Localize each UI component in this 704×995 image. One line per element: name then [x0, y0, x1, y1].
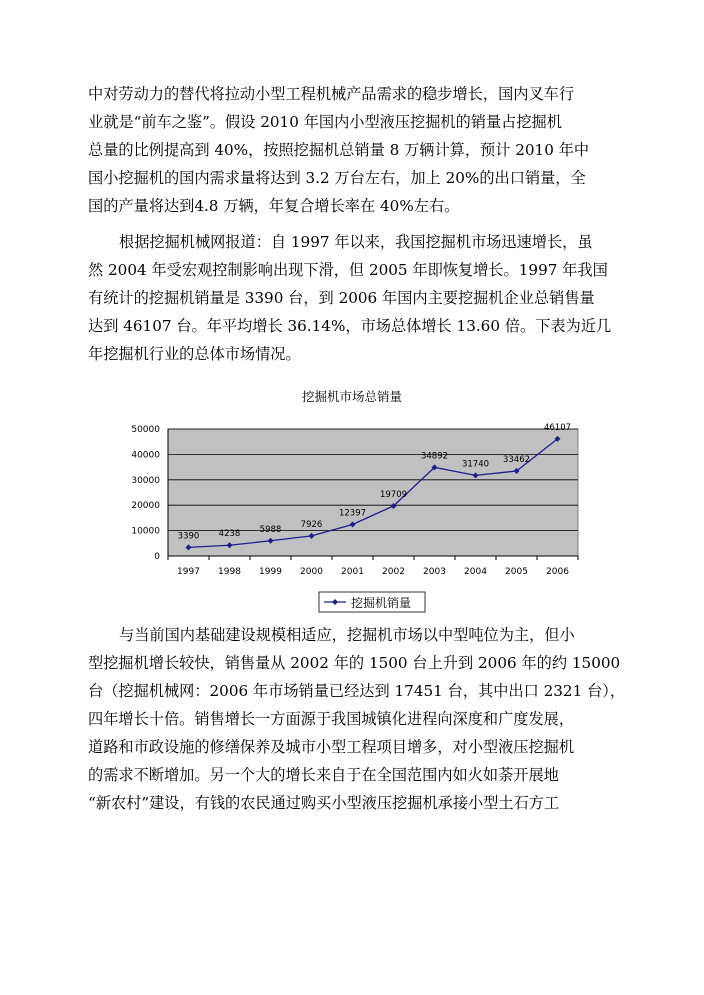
x-tick-label: 2004 — [464, 567, 487, 577]
text-line: 有统计的挖掘机销量是 3390 台，到 2006 年国内主要挖掘机企业总销售量 — [88, 289, 595, 307]
y-tick-label: 10000 — [131, 526, 160, 537]
data-label: 12397 — [338, 508, 367, 519]
y-tick-label: 30000 — [131, 475, 160, 486]
data-label: 4238 — [218, 529, 241, 540]
x-tick-label: 2003 — [423, 567, 446, 577]
legend-label: 挖掘机销量 — [351, 596, 412, 610]
text-line: 国小挖掘机的国内需求量将达到 3.2 万台左右，加上 20%的出口销量，全 — [88, 169, 586, 187]
text-line: 业就是“前车之鉴”。假设 2010 年国内小型液压挖掘机的销量占挖掘机 — [88, 113, 562, 131]
text-line: 总量的比例提高到 40%，按照挖掘机总销量 8 万辆计算，预计 2010 年中 — [88, 141, 590, 159]
chart-svg — [100, 380, 600, 620]
data-label: 33462 — [502, 455, 531, 466]
text-line: 台（挖掘机械网：2006 年市场销量已经达到 17451 台，其中出口 2321 台）， — [88, 682, 626, 700]
text-line: 国的产量将达到4.8 万辆，年复合增长率在 40%左右。 — [88, 197, 460, 215]
x-tick-label: 2002 — [382, 567, 405, 577]
paragraph-3 — [88, 621, 628, 817]
y-tick-label: 50000 — [131, 425, 160, 435]
sales-chart — [100, 380, 600, 620]
chart-title: 挖掘机市场总销量 — [301, 389, 403, 404]
paragraph-2 — [88, 228, 628, 368]
paragraph-1 — [88, 80, 628, 220]
x-tick-label: 2001 — [341, 567, 364, 577]
x-tick-label: 2006 — [546, 567, 569, 577]
x-tick-label: 1997 — [177, 567, 200, 577]
text-line: 达到 46107 台。年平均增长 36.14%，市场总体增长 13.60 倍。下表为近几 — [88, 317, 612, 335]
text-line: 年挖掘机行业的总体市场情况。 — [88, 345, 301, 363]
text-line: 型挖掘机增长较快，销售量从 2002 年的 1500 台上升到 2006 年的约 15000 — [88, 654, 621, 672]
text-line: 的需求不断增加。另一个大的增长来自于在全国范围内如火如荼开展地 — [88, 766, 559, 784]
data-label: 46107 — [543, 422, 572, 433]
data-label: 19709 — [379, 489, 408, 500]
text-line: 中对劳动力的替代将拉动小型工程机械产品需求的稳步增长，国内叉车行 — [88, 85, 574, 103]
y-tick-label: 0 — [154, 552, 160, 562]
text-line: 根据挖掘机械网报道：自 1997 年以来，我国挖掘机市场迅速增长，虽 — [119, 233, 593, 251]
data-label: 34892 — [420, 451, 449, 462]
y-tick-label: 40000 — [131, 450, 160, 461]
text-line: 与当前国内基础建设规模相适应，挖掘机市场以中型吨位为主，但小 — [119, 626, 575, 644]
data-label: 31740 — [461, 459, 490, 470]
x-tick-label: 1999 — [259, 567, 282, 577]
text-line: 然 2004 年受宏观控制影响出现下滑，但 2005 年即恢复增长。1997 年我国 — [88, 261, 608, 279]
data-label: 3390 — [177, 531, 200, 542]
text-line: “新农村”建设，有钱的农民通过购买小型液压挖掘机承接小型土石方工 — [88, 794, 560, 812]
y-tick-label: 20000 — [131, 501, 160, 512]
x-tick-label: 2005 — [505, 567, 528, 577]
text-line: 道路和市政设施的修缮保养及城市小型工程项目增多，对小型液压挖掘机 — [88, 738, 574, 756]
data-label: 7926 — [300, 519, 323, 530]
text-line: 四年增长十倍。销售增长一方面源于我国城镇化进程向深度和广度发展， — [88, 710, 574, 728]
x-tick-label: 2000 — [300, 567, 323, 577]
data-label: 5988 — [259, 524, 282, 535]
x-tick-label: 1998 — [218, 567, 241, 577]
